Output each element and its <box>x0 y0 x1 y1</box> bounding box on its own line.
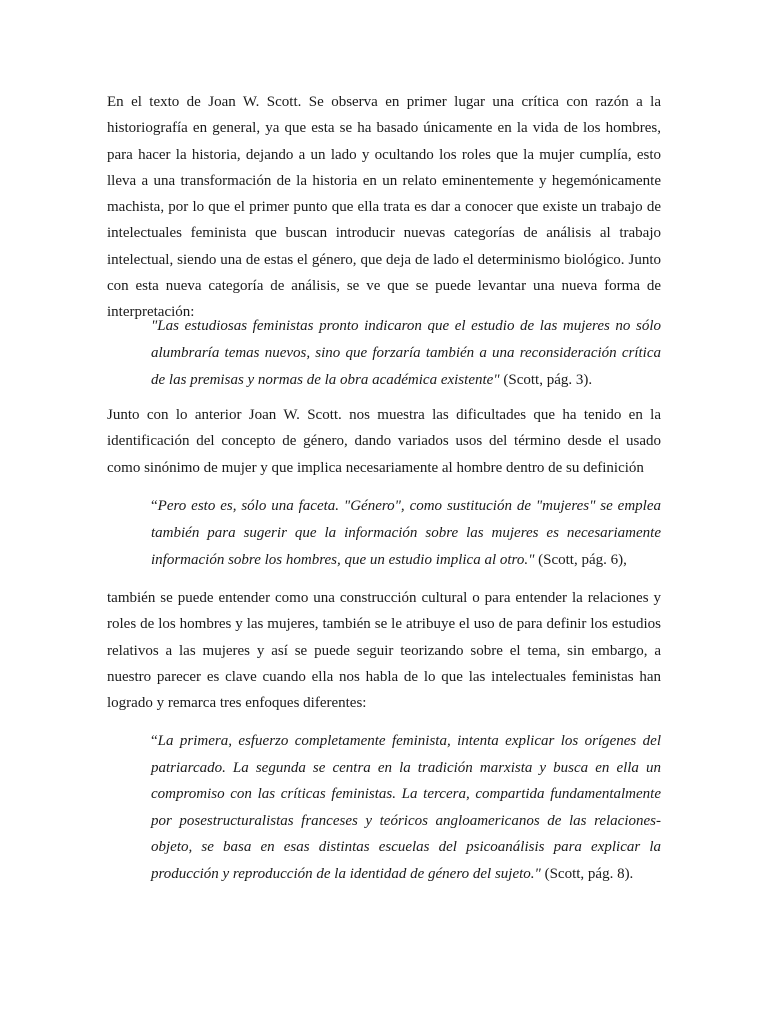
quote-2-text: Pero esto es, sólo una faceta. "Género", como sustitución de "mujeres" se emplea también para sugerir que la información sobre las mujeres es necesariamente información sobre los hombres, que un estudio implica al otro." <box>151 498 661 568</box>
quote-3-text: La primera, esfuerzo completamente feminista, intenta explicar los orígenes del patriarcado. La segunda se centra en la tradición marxista y busca en ella un compromiso con las críticas feministas. La tercera, compartida fundamentalmente por posestructuralistas franceses y teóricos angloamericanos de las relaciones-objeto, se basa en esas distintas escuelas del psicoanálisis para explicar la producción y reproducción de la identidad de género del sujeto." <box>151 733 661 882</box>
quote-1-text: "Las estudiosas feministas pronto indicaron que el estudio de las mujeres no sólo alumbraría temas nuevos, sino que forzaría también a una reconsideración crítica de las premisas y normas de la obra académica existente" <box>151 318 661 388</box>
body-paragraph-1: En el texto de Joan W. Scott. Se observa en primer lugar una crítica con razón a la historiografía en general, ya que esta se ha basado únicamente en la vida de los hombres, para hacer la historia, dejando a un lado y ocultando los roles que la mujer cumplía, esto lleva a una transformación de la historia en un relato eminentemente y hegemónicamente machista, por lo que el primer punto que ella trata es dar a conocer que existe un trabajo de intelectuales feminista que buscan introducir nuevas categorías de análisis al trabajo intelectual, siendo una de estas el género, que deja de lado el determinismo biológico. Junto con esta nueva categoría de análisis, se ve que se puede levantar una nueva forma de interpretación: <box>107 94 661 321</box>
quote-1-citation: (Scott, pág. 3). <box>503 372 593 388</box>
quote-2-open-mark: “ <box>151 498 158 514</box>
quote-2-citation: (Scott, pág. 6), <box>538 552 627 568</box>
body-paragraph-2: Junto con lo anterior Joan W. Scott. nos muestra las dificultades que ha tenido en la identificación del concepto de género, dando variados usos del término desde el usado como sinónimo de mujer y que implica necesariamente al hombre dentro de su definición <box>107 407 661 476</box>
block-quote-3 <box>151 728 661 887</box>
quote-3-open-mark: “ <box>151 733 158 749</box>
body-paragraph-3: también se puede entender como una construcción cultural o para entender la relaciones y roles de los hombres y las mujeres, también se le atribuye el uso de para definir los estudios relativos a las mujeres y así se puede seguir teorizando sobre el tema, sin embargo, a nuestro parecer es clave cuando ella nos habla de lo que las intelectuales feministas han logrado y remarca tres enfoques diferentes: <box>107 590 661 712</box>
block-quote-2 <box>151 493 661 574</box>
quote-3-citation: (Scott, pág. 8). <box>544 865 634 882</box>
block-quote-1 <box>151 313 661 394</box>
